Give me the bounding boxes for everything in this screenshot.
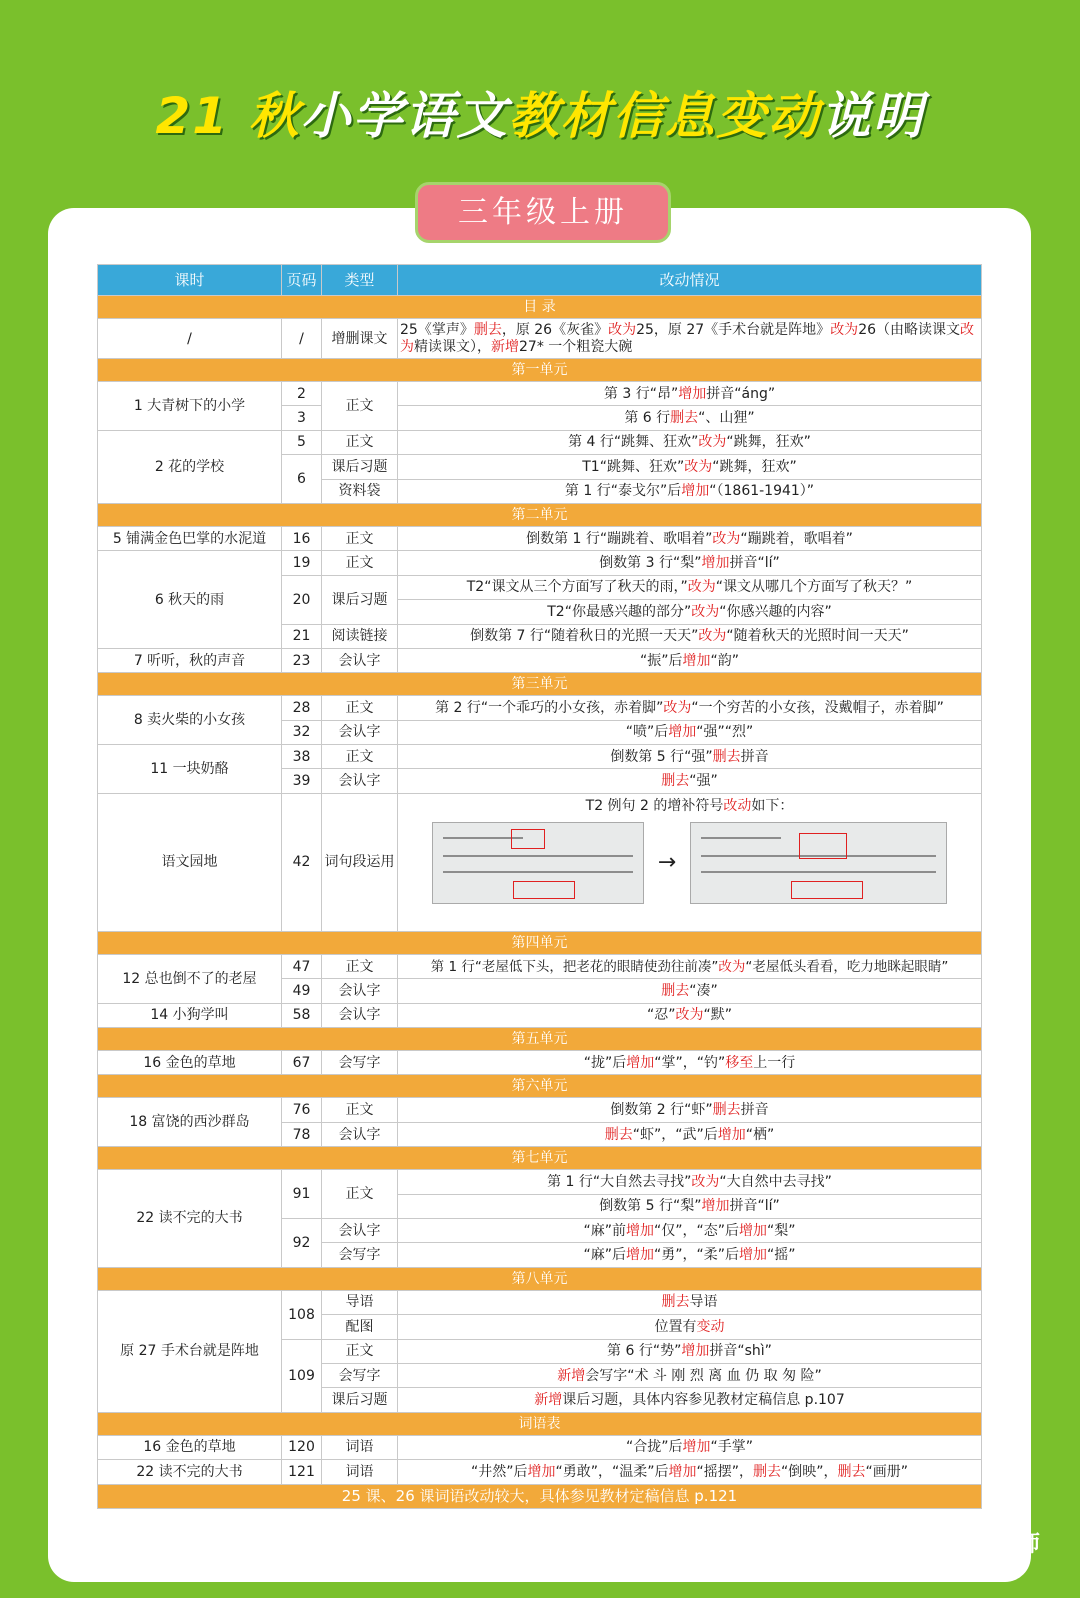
change-cell: 倒数第 5 行“梨”增加拼音“lí” bbox=[398, 1194, 982, 1218]
change-cell: 第 1 行“老屋低下头，把老花的眼睛使劲往前凑”改为“老屋低头看看，吃力地眯起眼睛” bbox=[398, 954, 982, 978]
table-row: 109 正文 第 6 行“势”增加拼音“shì” bbox=[98, 1339, 982, 1363]
change-cell: 位置有变动 bbox=[398, 1315, 982, 1339]
revised-sample-image bbox=[690, 822, 947, 904]
change-cell: T2“你最感兴趣的部分”改为“你感兴趣的内容” bbox=[398, 600, 982, 624]
page-title: 21 秋小学语文教材信息变动说明 bbox=[155, 87, 925, 145]
table-row: 32 会认字 “喷”后增加“强”“烈” bbox=[98, 720, 982, 744]
table-row: 92 会认字 “麻”前增加“仅”，“态”后增加“梨” bbox=[98, 1218, 982, 1242]
table-row: 7 听听，秋的声音 23 会认字 “振”后增加“韵” bbox=[98, 648, 982, 672]
table-row: 16 金色的草地 120 词语 “合拢”后增加“手掌” bbox=[98, 1435, 982, 1459]
change-cell: “麻”前增加“仅”，“态”后增加“梨” bbox=[398, 1218, 982, 1242]
change-cell: 倒数第 5 行“强”删去拼音 bbox=[398, 745, 982, 769]
table-row: 20 课后习题 T2“课文从三个方面写了秋天的雨，”改为“课文从哪几个方面写了秋天？” bbox=[98, 575, 982, 599]
change-cell: 删去“虾”，“武”后增加“栖” bbox=[398, 1122, 982, 1146]
change-cell: “合拢”后增加“手掌” bbox=[398, 1435, 982, 1459]
change-cell: 第 1 行“泰戈尔”后增加“（1861-1941）” bbox=[398, 479, 982, 503]
table-row: 1 大青树下的小学 2 正文 第 3 行“昂”增加拼音“áng” bbox=[98, 382, 982, 406]
table-row: 22 读不完的大书 91 正文 第 1 行“大自然去寻找”改为“大自然中去寻找” bbox=[98, 1170, 982, 1194]
grade-badge: 三年级上册 bbox=[415, 182, 671, 243]
change-cell: “麻”后增加“勇”，“柔”后增加“摇” bbox=[398, 1243, 982, 1267]
change-cell: 第 6 行“势”增加拼音“shì” bbox=[398, 1339, 982, 1363]
change-cell: 倒数第 1 行“蹦跳着、歌唱着”改为“蹦跳着，歌唱着” bbox=[398, 526, 982, 550]
change-cell: 删去导语 bbox=[398, 1290, 982, 1314]
wechat-icon bbox=[914, 1533, 946, 1557]
section-row: 第五单元 bbox=[98, 1028, 982, 1051]
change-cell: “振”后增加“韵” bbox=[398, 648, 982, 672]
section-row: 第一单元 bbox=[98, 359, 982, 382]
correction-figure bbox=[400, 822, 979, 904]
changes-table bbox=[97, 264, 982, 1509]
table-row: 2 花的学校 5 正文 第 4 行“跳舞、狂欢”改为“跳舞，狂欢” bbox=[98, 430, 982, 454]
table-row: / / 增删课文 25《掌声》删去，原 26《灰雀》改为25，原 27《手术台就是阵地》改为26（由略读课文改为精读课文），新增27* 一个粗瓷大碗 bbox=[98, 319, 982, 359]
footer-note: 25 课、26 课词语改动较大，具体参见教材定稿信息 p.121 bbox=[98, 1484, 982, 1508]
change-cell: 倒数第 3 行“梨”增加拼音“lí” bbox=[398, 551, 982, 575]
table-row: 资料袋 第 1 行“泰戈尔”后增加“（1861-1941）” bbox=[98, 479, 982, 503]
header-page: 页码 bbox=[282, 265, 322, 296]
change-cell: 第 3 行“昂”增加拼音“áng” bbox=[398, 382, 982, 406]
table-row: 78 会认字 删去“虾”，“武”后增加“栖” bbox=[98, 1122, 982, 1146]
section-row: 词语表 bbox=[98, 1412, 982, 1435]
table-row: 6 秋天的雨 19 正文 倒数第 3 行“梨”增加拼音“lí” bbox=[98, 551, 982, 575]
change-cell: 倒数第 7 行“随着秋日的光照一天天”改为“随着秋天的光照时间一天天” bbox=[398, 624, 982, 648]
table-row: 原 27 手术台就是阵地 108 导语 删去导语 bbox=[98, 1290, 982, 1314]
change-cell: 新增课后习题，具体内容参见教材定稿信息 p.107 bbox=[398, 1388, 982, 1412]
change-cell: T2 例句 2 的增补符号改动如下： → bbox=[398, 793, 982, 931]
table-row: 21 阅读链接 倒数第 7 行“随着秋日的光照一天天”改为“随着秋天的光照时间一天天” bbox=[98, 624, 982, 648]
change-cell: 第 6 行删去“、山狸” bbox=[398, 406, 982, 430]
section-row: 第四单元 bbox=[98, 931, 982, 954]
section-row: 第七单元 bbox=[98, 1147, 982, 1170]
change-cell: 25《掌声》删去，原 26《灰雀》改为25，原 27《手术台就是阵地》改为26（由略读课文改为精读课文），新增27* 一个粗瓷大碗 bbox=[398, 319, 982, 359]
table-row: 课后习题 新增课后习题，具体内容参见教材定稿信息 p.107 bbox=[98, 1388, 982, 1412]
header-type: 类型 bbox=[322, 265, 398, 296]
header-lesson: 课时 bbox=[98, 265, 282, 296]
table-row: 18 富饶的西沙群岛 76 正文 倒数第 2 行“虾”删去拼音 bbox=[98, 1098, 982, 1122]
arrow-right-icon: → bbox=[657, 849, 677, 875]
footer-note-row bbox=[98, 1484, 982, 1508]
table-header bbox=[98, 265, 982, 296]
original-sample-image bbox=[432, 822, 644, 904]
table-row: 14 小狗学叫 58 会认字 “忍”改为“默” bbox=[98, 1003, 982, 1027]
table-row: 6 课后习题 T1“跳舞、狂欢”改为“跳舞，狂欢” bbox=[98, 455, 982, 479]
table-row: 配图 位置有变动 bbox=[98, 1315, 982, 1339]
watermark: 凤凰教师 bbox=[914, 1527, 1040, 1558]
change-cell: “喷”后增加“强”“烈” bbox=[398, 720, 982, 744]
section-row: 第三单元 bbox=[98, 673, 982, 696]
change-cell: 第 1 行“大自然去寻找”改为“大自然中去寻找” bbox=[398, 1170, 982, 1194]
change-cell: 倒数第 2 行“虾”删去拼音 bbox=[398, 1098, 982, 1122]
section-row: 目 录 bbox=[98, 296, 982, 319]
table-row: 16 金色的草地 67 会写字 “拢”后增加“掌”，“钓”移至上一行 bbox=[98, 1051, 982, 1075]
change-cell: 删去“凑” bbox=[398, 979, 982, 1003]
change-cell: T1“跳舞、狂欢”改为“跳舞，狂欢” bbox=[398, 455, 982, 479]
table-row: 12 总也倒不了的老屋 47 正文 第 1 行“老屋低下头，把老花的眼睛使劲往前凑”改为“老屋低头看看，吃力地眯起眼睛” bbox=[98, 954, 982, 978]
header-change: 改动情况 bbox=[398, 265, 982, 296]
table-row: 会写字 “麻”后增加“勇”，“柔”后增加“摇” bbox=[98, 1243, 982, 1267]
table-row: 会写字 新增会写字“术 斗 刚 烈 离 血 仍 取 匆 险” bbox=[98, 1363, 982, 1387]
section-row: 第二单元 bbox=[98, 503, 982, 526]
change-cell: “忍”改为“默” bbox=[398, 1003, 982, 1027]
change-cell: T2“课文从三个方面写了秋天的雨，”改为“课文从哪几个方面写了秋天？” bbox=[398, 575, 982, 599]
change-cell: 第 4 行“跳舞、狂欢”改为“跳舞，狂欢” bbox=[398, 430, 982, 454]
change-cell: 第 2 行“一个乖巧的小女孩，赤着脚”改为“一个穷苦的小女孩，没戴帽子，赤着脚” bbox=[398, 696, 982, 720]
section-row: 第六单元 bbox=[98, 1075, 982, 1098]
table-row: 语文园地 42 词句段运用 T2 例句 2 的增补符号改动如下： → bbox=[98, 793, 982, 931]
table-row: 11 一块奶酪 38 正文 倒数第 5 行“强”删去拼音 bbox=[98, 745, 982, 769]
table-row: 39 会认字 删去“强” bbox=[98, 769, 982, 793]
table-row: 8 卖火柴的小女孩 28 正文 第 2 行“一个乖巧的小女孩，赤着脚”改为“一个穷苦的小女孩，没戴帽子，赤着脚” bbox=[98, 696, 982, 720]
change-cell: “井然”后增加“勇敢”，“温柔”后增加“摇摆”，删去“倒映”，删去“画册” bbox=[398, 1460, 982, 1484]
table-row: 5 铺满金色巴掌的水泥道 16 正文 倒数第 1 行“蹦跳着、歌唱着”改为“蹦跳着，歌唱着” bbox=[98, 526, 982, 550]
change-cell: 新增会写字“术 斗 刚 烈 离 血 仍 取 匆 险” bbox=[398, 1363, 982, 1387]
change-cell: 删去“强” bbox=[398, 769, 982, 793]
table-row: 49 会认字 删去“凑” bbox=[98, 979, 982, 1003]
table-row: 3 第 6 行删去“、山狸” bbox=[98, 406, 982, 430]
table-row: 22 读不完的大书 121 词语 “井然”后增加“勇敢”，“温柔”后增加“摇摆”，删去“倒映”，删去“画册” bbox=[98, 1460, 982, 1484]
change-cell: “拢”后增加“掌”，“钓”移至上一行 bbox=[398, 1051, 982, 1075]
section-row: 第八单元 bbox=[98, 1267, 982, 1290]
